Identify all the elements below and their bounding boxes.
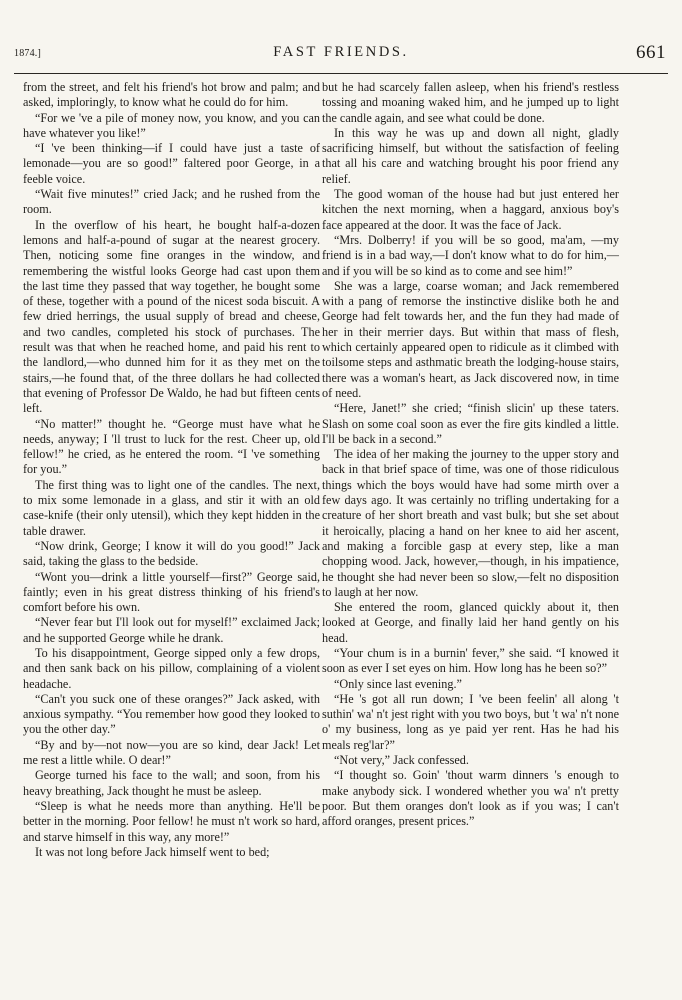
paragraph: “He 's got all run down; I 've been feelin' all along 't suthin' wa' n't jest right with you two boys, but 't wa' n't none o' my business, long as ye paid yer rent. Has he had his meals reg'lar?” — [322, 691, 619, 752]
paragraph: “Wait five minutes!” cried Jack; and he rushed from the room. — [23, 187, 320, 217]
paragraph: George turned his face to the wall; and soon, from his heavy breathing, Jack thought he must be asleep. — [23, 768, 320, 798]
paragraph: It was not long before Jack himself went to bed; — [35, 844, 270, 859]
page-number: 661 — [636, 42, 666, 63]
header-year: 1874.] — [14, 48, 42, 59]
paragraph: The good woman of the house had but just entered her kitchen the next morning, when a haggard, anxious boy's face appeared at the door. It was the face of Jack. — [322, 187, 619, 232]
paragraph: “Here, Janet!” she cried; “finish slicin' up these taters. Slash on some coal soon as ever the fire gits kindled a little. I'll be back in a second.” — [322, 401, 619, 446]
paragraph: She was a large, coarse woman; and Jack remembered with a pang of remorse the instinctive dislike both he and George had felt towards her, and the fun they had made of her in their merrier days. But within that mass of flesh, which certainly appeared open to ridicule as it climbed with toilsome steps and asthmatic breath the lodging-house stairs, there was a woman's heart, as Jack discovered now, in time of need. — [322, 278, 619, 400]
header-title: FAST FRIENDS. — [273, 44, 409, 60]
header-rule — [14, 73, 668, 74]
paragraph: “Never fear but I'll look out for myself!” exclaimed Jack; and he supported George while he drank. — [23, 615, 320, 645]
paragraph: To his disappointment, George sipped only a few drops, and then sank back on his pillow, complaining of a violent headache. — [23, 645, 320, 691]
right-column — [322, 80, 619, 830]
paragraph: “By and by—not now—you are so kind, dear Jack! Let me rest a little while. O dear!” — [23, 737, 320, 768]
paragraph: In this way he was up and down all night, gladly sacrificing himself, but without the satisfaction of feeling that all his care and watching brought his poor friend any relief. — [322, 125, 619, 186]
paragraph: In the overflow of his heart, he bought half-a-dozen lemons and half-a-pound of sugar at the nearest grocery. Then, noticing some fine oranges in the window, and remembering the wistful looks George had cast upon them the last time they passed that way together, he bought some of these, together with a pound of the nicest soda biscuit. A few dried herrings, the usual supply of bread and cheese, and two candles, completed his stock of purchases. The result was that when he reached home, and paid his rent to the landlord,—who dunned him for it as they met on the stairs,—he found that, of the three dollars he had collected that evening of Professor De Waldo, he had but fifteen cents left. — [23, 217, 320, 416]
paragraph: “For we 've a pile of money now, you know, and you can have whatever you like!” — [23, 110, 320, 140]
paragraph: “Now drink, George; I know it will do you good!” Jack said, taking the glass to the bedside. — [23, 538, 320, 569]
paragraph: “No matter!” thought he. “George must have what he needs, anyway; I 'll trust to luck for the rest. Cheer up, old fellow!” he cried, as he entered the room. “I 've something for you.” — [23, 416, 320, 477]
paragraph: “Can't you suck one of these oranges?” Jack asked, with anxious sympathy. “You remember how good they looked to you the other day.” — [23, 691, 320, 737]
paragraph: “Your chum is in a burnin' fever,” she said. “I knowed it soon as ever I set eyes on him. How long has he been so?” — [322, 645, 619, 676]
paragraph: The idea of her making the journey to the upper story and back in that brief space of time, was one of those ridiculous things which the boys would have had some mirth over a few days ago. It was certainly no trifling undertaking for a creature of her short breath and vast bulk; but she set about it heroically, placing a hand on her knee to aid her ascent, and making a forcible gasp at every step, like a man chopping wood. Jack, however,—though, in his impatience, he thought she had never been so slow,—felt no disposition to laugh at her now. — [322, 447, 619, 599]
paragraph: “Only since last evening.” — [334, 676, 462, 691]
paragraph: “Sleep is what he needs more than anything. He'll be better in the morning. Poor fellow! he must n't work so hard, and starve himself in this way, any more!” — [23, 798, 320, 844]
paragraph: The first thing was to light one of the candles. The next, to mix some lemonade in a glass, and stir it with an old case-knife (their only utensil), which they kept hidden in the table drawer. — [23, 477, 320, 538]
running-header — [14, 44, 668, 70]
paragraph: “Not very,” Jack confessed. — [334, 753, 469, 768]
paragraph: “I 've been thinking—if I could have just a taste of lemonade—you are so good!” faltered poor George, in a feeble voice. — [23, 141, 320, 186]
paragraph: “Wont you—drink a little yourself—first?” George said, faintly; even in his great distress thinking of his friend's comfort before his own. — [23, 569, 320, 615]
paragraph: from the street, and felt his friend's hot brow and palm; and asked, imploringly, to know what he could do for him. — [23, 80, 320, 110]
paragraph: “I thought so. Goin' 'thout warm dinners 's enough to make anybody sick. I wondered whether you wa' n't pretty poor. But them oranges don't look as if you was; I can't afford oranges, present prices.” — [322, 768, 619, 829]
left-column — [23, 80, 320, 860]
paragraph: She entered the room, glanced quickly about it, then looked at George, and finally laid her hand gently on his head. — [322, 600, 619, 645]
paragraph: “Mrs. Dolberry! if you will be so good, ma'am, —my friend is in a bad way,—I don't know what to do for him,—and if you will be so kind as to come and see him!” — [322, 232, 619, 278]
paragraph: but he had scarcely fallen asleep, when his friend's restless tossing and moaning waked him, and he jumped up to light the candle again, and see what could be done. — [322, 80, 619, 125]
